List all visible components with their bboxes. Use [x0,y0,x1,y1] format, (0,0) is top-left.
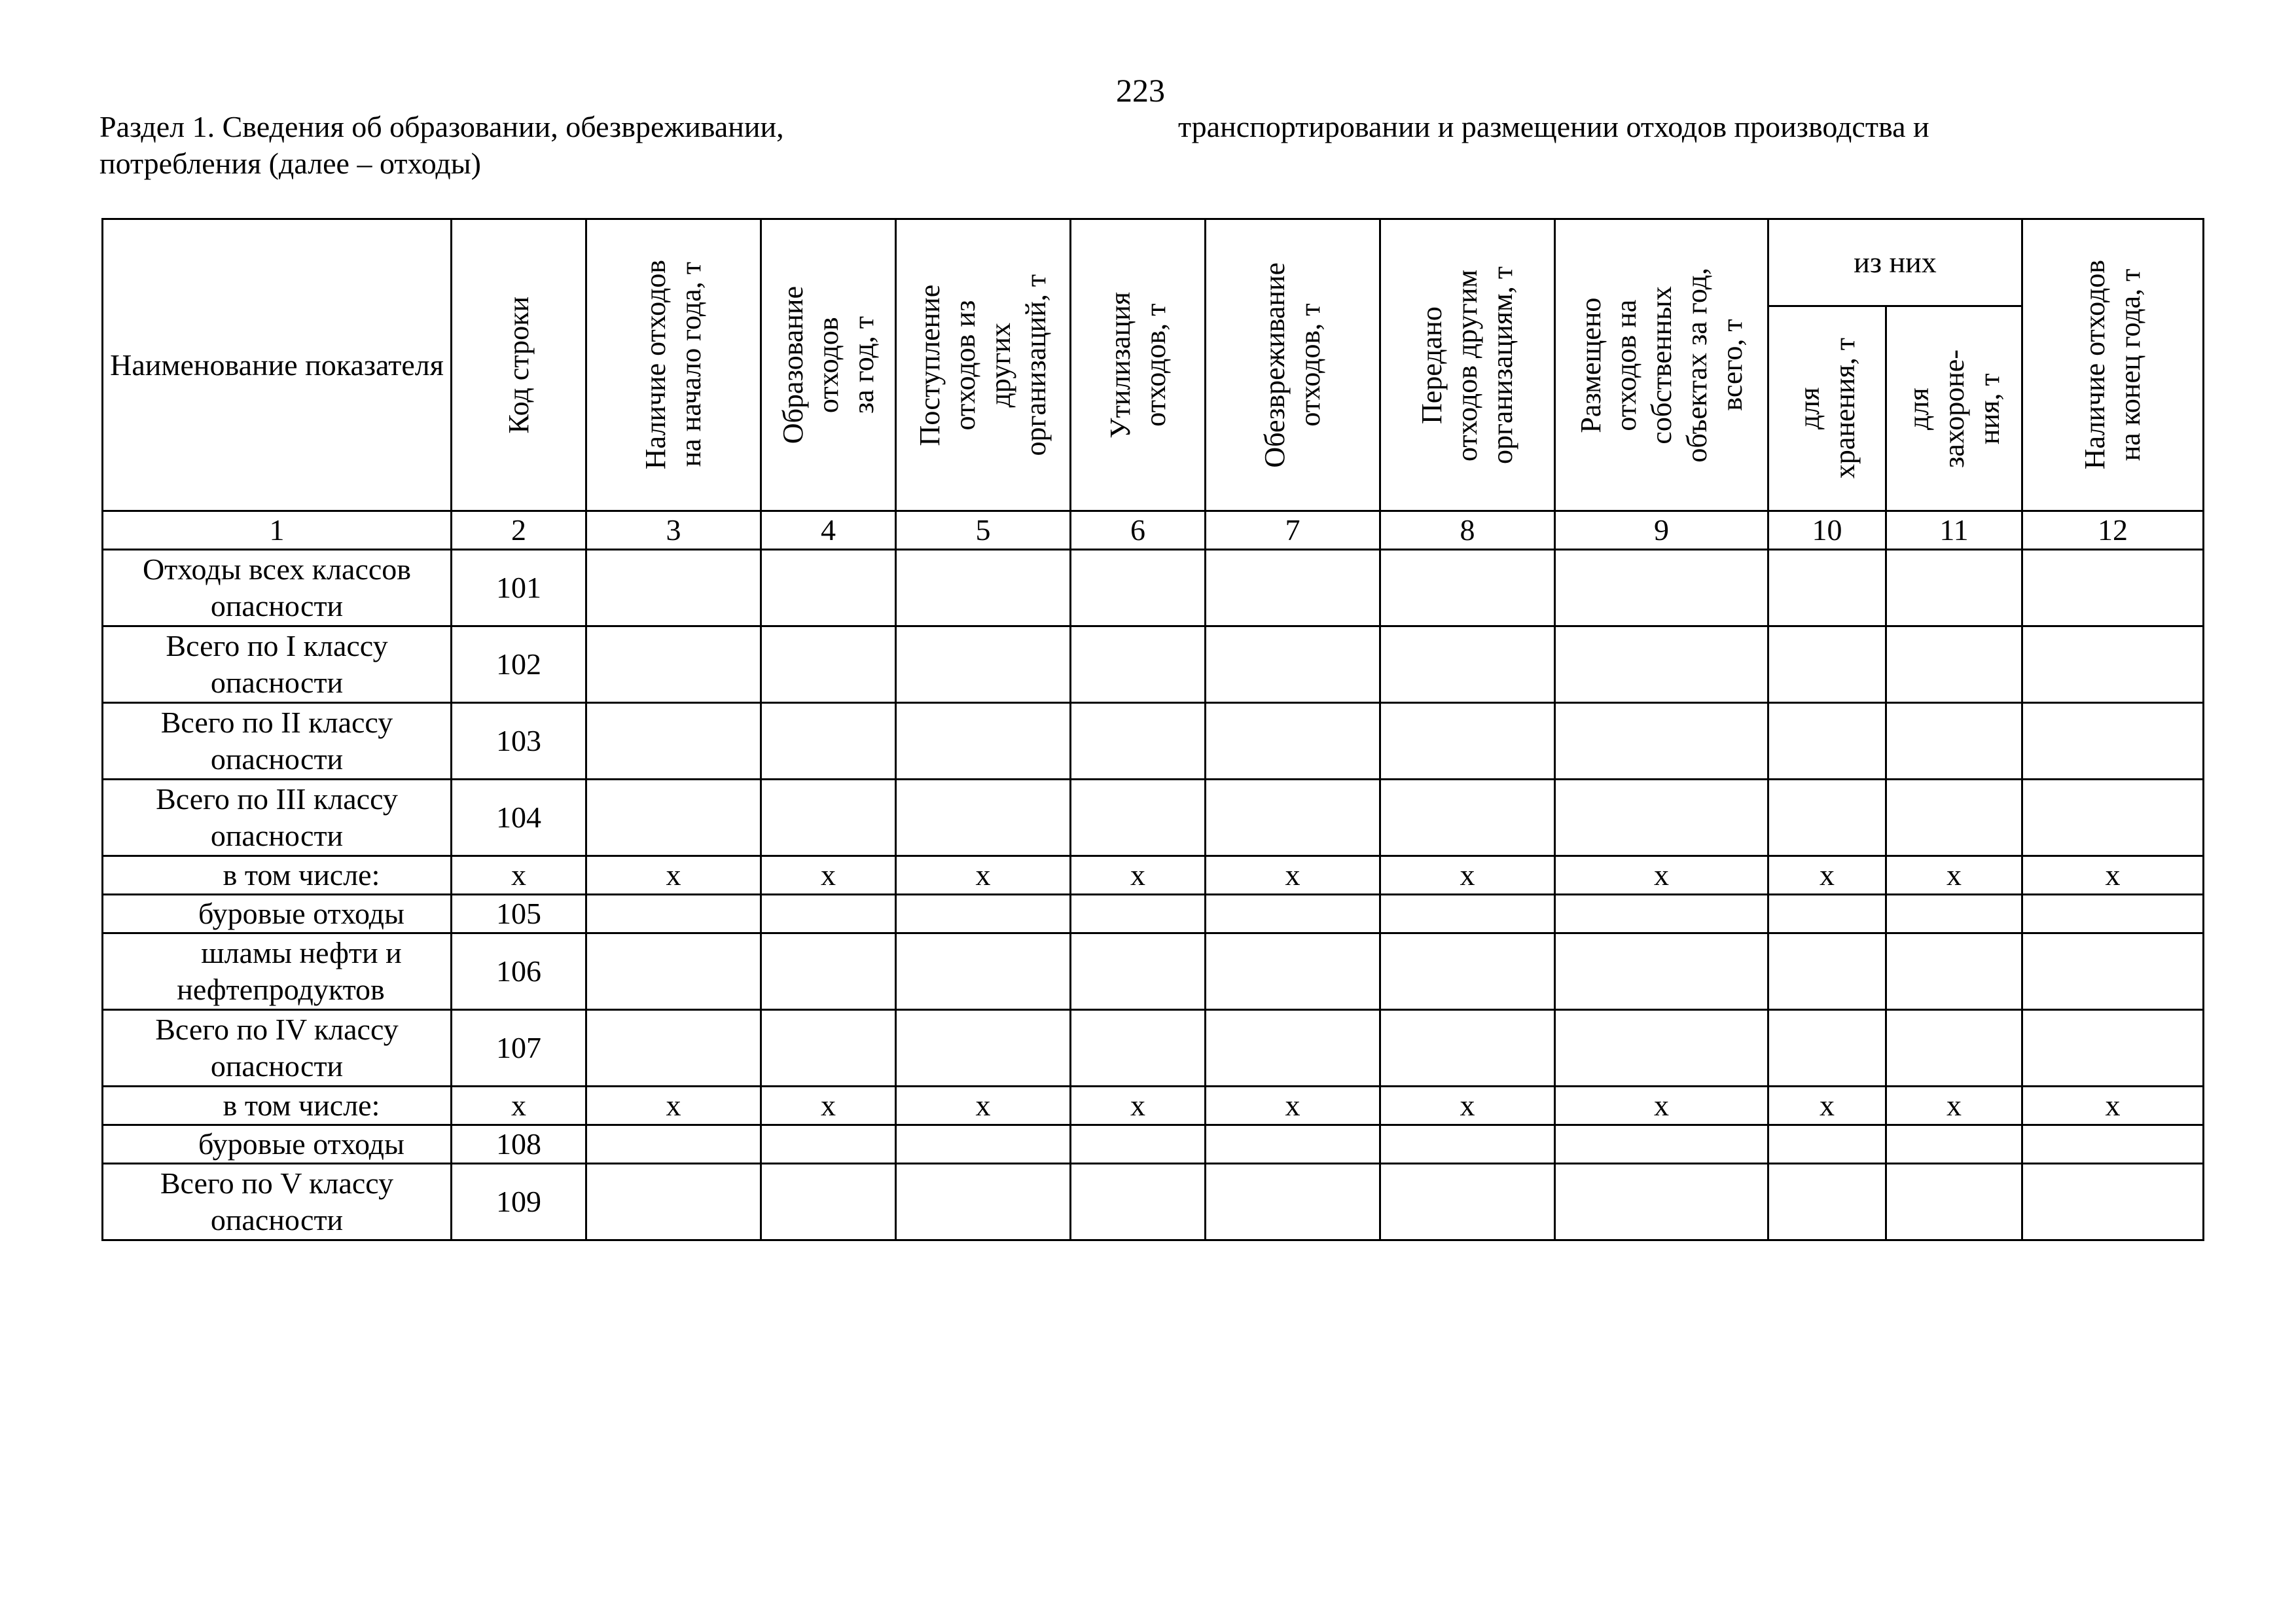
data-cell[interactable] [1071,933,1206,1010]
data-cell[interactable] [1886,1010,2022,1087]
header-end-text: Наличие отходов на конец года, т [2079,260,2146,470]
row-label: в том числе: [103,856,452,895]
table-row [103,1164,2204,1240]
section-title-line2: потребления (далее – отходы) [99,147,481,180]
data-cell[interactable] [2022,1125,2204,1164]
data-cell[interactable] [586,550,761,626]
header-formed [761,219,896,511]
row-label: буровые отходы [103,895,452,933]
data-cell[interactable] [1071,703,1206,780]
data-cell[interactable] [896,1125,1071,1164]
table-row [103,1087,2204,1125]
data-cell[interactable] [1071,1010,1206,1087]
x-mark: x [1886,856,2022,895]
data-cell[interactable] [896,895,1071,933]
data-cell[interactable] [896,780,1071,856]
row-code: 103 [452,703,586,780]
data-cell[interactable] [2022,895,2204,933]
column-number: 8 [1380,511,1555,550]
header-transferred [1380,219,1555,511]
header-transferred-text: Передано отходов другим организациям, т [1416,266,1518,464]
data-cell[interactable] [1380,1010,1555,1087]
table-row [103,703,2204,780]
x-mark: x [586,856,761,895]
data-cell[interactable] [896,550,1071,626]
data-cell[interactable] [1768,703,1886,780]
x-mark: x [761,1087,896,1125]
data-cell[interactable] [1380,1164,1555,1240]
x-mark: x [1071,856,1206,895]
header-code [452,219,586,511]
data-cell[interactable] [896,1164,1071,1240]
data-cell[interactable] [761,1010,896,1087]
row-label: Всего по V классу опасности [103,1164,452,1240]
row-code: 102 [452,626,586,703]
x-mark: x [1555,856,1768,895]
column-number: 12 [2022,511,2204,550]
table-row [103,1125,2204,1164]
data-cell[interactable] [1768,1164,1886,1240]
row-code: 101 [452,550,586,626]
header-burial [1886,306,2022,511]
header-utilized-text: Утилизация отходов, т [1103,291,1172,439]
header-formed-text: Образование отходов за год, т [776,285,880,444]
column-number: 9 [1555,511,1768,550]
section-title-line1-left: Раздел 1. Сведения об образовании, обезвреживании, [99,110,784,143]
data-cell[interactable] [1071,780,1206,856]
data-cell[interactable] [1768,1125,1886,1164]
data-cell[interactable] [896,933,1071,1010]
data-cell[interactable] [896,1010,1071,1087]
data-cell[interactable] [1886,550,2022,626]
data-cell[interactable] [1768,626,1886,703]
data-cell[interactable] [1380,703,1555,780]
header-storage [1768,306,1886,511]
data-cell[interactable] [761,933,896,1010]
row-code: 109 [452,1164,586,1240]
data-cell[interactable] [1206,550,1380,626]
data-cell[interactable] [761,895,896,933]
data-cell[interactable] [2022,1164,2204,1240]
data-cell[interactable] [1886,933,2022,1010]
x-mark: x [2022,856,2204,895]
header-neutralized-text: Обезвреживание отходов, т [1259,262,1326,468]
data-cell[interactable] [1555,933,1768,1010]
row-label: Всего по III классу опасности [103,780,452,856]
data-cell[interactable] [1206,933,1380,1010]
data-cell[interactable] [1555,703,1768,780]
row-code: 104 [452,780,586,856]
x-mark: x [1768,856,1886,895]
data-cell[interactable] [1886,780,2022,856]
header-code-text: Код строки [502,296,535,434]
x-mark: x [1555,1087,1768,1125]
row-code: 106 [452,933,586,1010]
data-cell[interactable] [1206,780,1380,856]
column-numbers-row [103,511,2204,550]
data-cell[interactable] [761,1164,896,1240]
x-mark: x [896,856,1071,895]
data-cell[interactable] [586,1125,761,1164]
data-cell[interactable] [1555,550,1768,626]
data-cell[interactable] [761,703,896,780]
x-mark: x [1071,1087,1206,1125]
row-label: Всего по II классу опасности [103,703,452,780]
page-number: 223 [1116,72,1165,109]
header-placed-text: Размещено отходов на собственных объектах за год, всего, т [1574,267,1748,463]
column-number: 5 [896,511,1071,550]
row-label: Всего по IV классу опасности [103,1010,452,1087]
column-number: 6 [1071,511,1206,550]
data-cell[interactable] [1555,1125,1768,1164]
data-cell[interactable] [761,626,896,703]
header-burial-text: для захороне- ния, т [1902,349,2005,468]
column-number: 4 [761,511,896,550]
column-number: 11 [1886,511,2022,550]
x-mark: x [896,1087,1071,1125]
data-cell[interactable] [1206,895,1380,933]
column-number: 10 [1768,511,1886,550]
data-cell[interactable] [1380,780,1555,856]
data-cell[interactable] [1206,703,1380,780]
data-cell[interactable] [1886,703,2022,780]
data-cell[interactable] [1206,1125,1380,1164]
row-label: Всего по I классу опасности [103,626,452,703]
x-mark: x [761,856,896,895]
data-cell[interactable] [1071,1164,1206,1240]
row-label: Отходы всех классов опасности [103,550,452,626]
data-cell[interactable] [1768,780,1886,856]
data-cell[interactable] [1380,895,1555,933]
header-neutralized [1206,219,1380,511]
row-code: 105 [452,895,586,933]
data-cell[interactable] [1768,895,1886,933]
header-received [896,219,1071,511]
row-code: 108 [452,1125,586,1164]
column-number: 1 [103,511,452,550]
header-storage-text: для хранения, т [1793,338,1861,479]
data-cell[interactable] [1768,1010,1886,1087]
data-cell[interactable] [761,1125,896,1164]
table-row [103,1010,2204,1087]
table-row [103,856,2204,895]
data-cell[interactable] [1555,626,1768,703]
data-cell[interactable] [1206,1164,1380,1240]
column-number: 7 [1206,511,1380,550]
header-start [586,219,761,511]
data-cell[interactable] [1071,626,1206,703]
table-row [103,550,2204,626]
data-cell[interactable] [586,780,761,856]
data-cell[interactable] [1206,1010,1380,1087]
data-cell[interactable] [1768,933,1886,1010]
data-cell[interactable] [1071,550,1206,626]
data-cell[interactable] [586,1010,761,1087]
data-cell[interactable] [1555,895,1768,933]
data-cell[interactable] [586,626,761,703]
data-cell[interactable] [1206,626,1380,703]
data-cell[interactable] [1555,1010,1768,1087]
data-cell[interactable] [2022,1010,2204,1087]
row-label: буровые отходы [103,1125,452,1164]
header-received-text: Поступление отходов из других организаций, т [914,274,1052,456]
data-cell[interactable] [1380,550,1555,626]
data-cell[interactable] [1555,1164,1768,1240]
data-cell[interactable] [1768,550,1886,626]
column-number: 2 [452,511,586,550]
row-label-line2: нефтепродуктов [177,973,385,1006]
row-code: x [452,856,586,895]
data-cell[interactable] [2022,550,2204,626]
x-mark: x [2022,1087,2204,1125]
x-mark: x [1380,856,1555,895]
data-cell[interactable] [1886,895,2022,933]
header-end [2022,219,2204,511]
data-cell[interactable] [2022,703,2204,780]
header-of-them: из них [1768,219,2022,306]
table-row [103,933,2204,1010]
row-label: в том числе: [103,1087,452,1125]
x-mark: x [1380,1087,1555,1125]
row-label-line1: шламы нефти и [201,936,402,969]
data-cell[interactable] [586,895,761,933]
data-cell[interactable] [761,550,896,626]
data-cell[interactable] [2022,626,2204,703]
data-cell[interactable] [2022,780,2204,856]
x-mark: x [586,1087,761,1125]
header-placed [1555,219,1768,511]
data-cell[interactable] [1555,780,1768,856]
data-cell[interactable] [1380,1125,1555,1164]
data-cell[interactable] [1380,933,1555,1010]
row-label [103,933,452,1010]
table-row [103,895,2204,933]
row-code: 107 [452,1010,586,1087]
data-cell[interactable] [1380,626,1555,703]
header-name: Наименование показателя [103,219,452,511]
x-mark: x [1886,1087,2022,1125]
data-cell[interactable] [896,626,1071,703]
header-row-1 [103,219,2204,306]
data-cell[interactable] [1071,1125,1206,1164]
data-cell[interactable] [586,703,761,780]
header-start-text: Наличие отходов на начало года, т [639,260,707,470]
data-cell[interactable] [896,703,1071,780]
data-cell[interactable] [1886,626,2022,703]
data-cell[interactable] [761,780,896,856]
column-number: 3 [586,511,761,550]
data-cell[interactable] [1886,1164,2022,1240]
data-cell[interactable] [1071,895,1206,933]
data-cell[interactable] [586,1164,761,1240]
x-mark: x [1206,1087,1380,1125]
x-mark: x [1206,856,1380,895]
table-row [103,780,2204,856]
data-cell[interactable] [586,933,761,1010]
x-mark: x [1768,1087,1886,1125]
row-code: x [452,1087,586,1125]
section-title-line1-right: транспортировании и размещении отходов производства и [1178,110,1929,143]
table-row [103,626,2204,703]
data-cell[interactable] [1886,1125,2022,1164]
waste-report-table [101,218,2204,1241]
data-cell[interactable] [2022,933,2204,1010]
header-utilized [1071,219,1206,511]
